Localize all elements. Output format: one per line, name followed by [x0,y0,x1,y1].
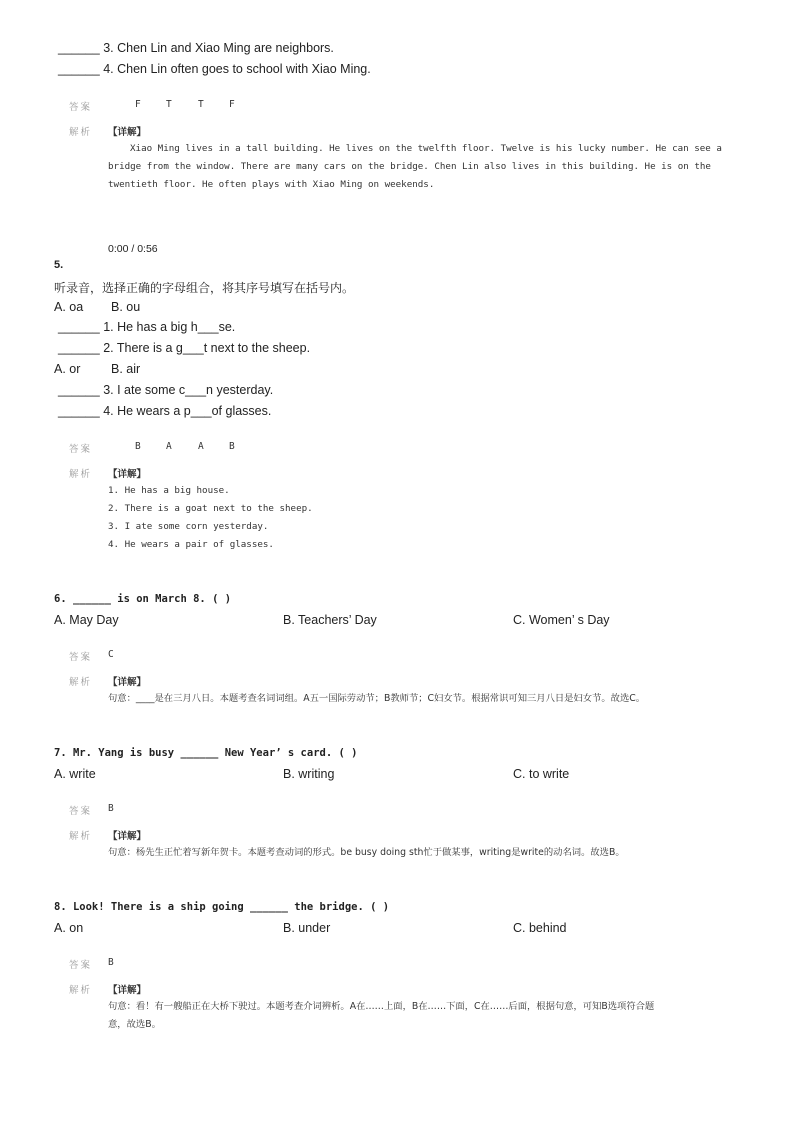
option-b: B. ou [111,300,141,314]
explain-tag: 解析 [69,831,93,842]
answer-3: T [198,99,204,110]
answer-blank: ______ [58,41,100,55]
answer-value: B [108,803,114,814]
question-stem [54,901,389,913]
question-instruction: 听录音，选择正确的字母组合，将其序号填写在括号内。 [54,281,355,295]
fill-item-1 [58,320,235,334]
detail-line: Xiao Ming lives in a tall building. He lives on the twelfth floor. Twelve is his lucky number. He can see a [130,143,722,154]
detail-text: 句意：____是在三月八日。本题考查名词词组。A五一国际劳动节；B教师节；C妇女节。根据常识可知三月八日是妇女节。故选C。 [108,693,646,704]
detail-line: 句意：看！有一艘船正在大桥下驶过。本题考查介词辨析。A在……上面，B在……下面，C在……后面，根据句意，可知B选项符合题 [108,1001,655,1012]
answer-blank: ______ [58,404,100,418]
answer-tag: 答案 [69,444,93,455]
option-b: B. writing [283,767,335,781]
answer-tag: 答案 [69,652,93,663]
stem-text: New Year’ s card. ( ) [224,747,358,759]
answer-blank: ______ [58,320,100,334]
option-a: A. or [54,362,81,376]
answer-value: B [108,957,114,968]
stem-text: the bridge. ( ) [294,901,390,913]
detail-line: bridge from the window. There are many cars on the bridge. Chen Lin also lives in this building. He is on the [108,161,711,172]
detail-heading: 【详解】 [108,469,147,480]
item-text: 4. He wears a p___of glasses. [103,404,272,418]
explain-tag: 解析 [69,127,93,138]
item-text: 2. There is a g___t next to the sheep. [103,341,311,355]
detail-line: 意，故选B。 [108,1019,161,1030]
answer-4: B [229,441,235,452]
fill-item-3 [58,383,273,397]
option-a: A. write [54,767,96,781]
detail-heading: 【详解】 [108,831,147,842]
item-text: 1. He has a big h___se. [103,320,236,334]
question-number: 8. Look! There is a ship going [54,901,244,913]
answer-3: A [198,441,204,452]
item-text: 4. Chen Lin often goes to school with Xiao Ming. [103,62,371,76]
option-c: C. Women’ s Day [513,613,610,627]
option-a: A. on [54,921,84,935]
question-number: 7. Mr. Yang is busy [54,747,175,759]
item-text: 3. Chen Lin and Xiao Ming are neighbors. [103,41,334,55]
answer-blank: ______ [58,62,100,76]
answer-value: C [108,649,114,660]
explain-tag: 解析 [69,677,93,688]
detail-line: 2. There is a goat next to the sheep. [108,503,313,514]
option-c: C. behind [513,921,567,935]
answer-blank: ______ [58,383,100,397]
answer-2: A [166,441,172,452]
question-stem [54,593,231,605]
detail-heading: 【详解】 [108,677,147,688]
answer-blank: ______ [249,901,288,913]
fill-item-4 [58,404,271,418]
true-false-item-3 [58,41,334,55]
answer-blank: ______ [58,341,100,355]
answer-blank: ______ [180,747,219,759]
audio-time[interactable]: 0:00 / 0:56 [108,243,158,255]
answer-1: F [135,99,141,110]
answer-4: F [229,99,235,110]
question-number: 6. [54,593,67,605]
detail-line: 4. He wears a pair of glasses. [108,539,274,550]
option-c: C. to write [513,767,570,781]
item-text: 3. I ate some c___n yesterday. [103,383,274,397]
detail-line: 1. He has a big house. [108,485,230,496]
answer-blank: ______ [72,593,111,605]
answer-2: T [166,99,172,110]
detail-line: twentieth floor. He often plays with Xiao Ming on weekends. [108,179,435,190]
question-number: 5. [54,259,64,271]
detail-heading: 【详解】 [108,127,147,138]
true-false-item-4 [58,62,371,76]
stem-text: is on March 8. ( ) [117,593,232,605]
option-b: B. Teachers’ Day [283,613,377,627]
detail-line: 3. I ate some corn yesterday. [108,521,269,532]
option-b: B. under [283,921,331,935]
answer-1: B [135,441,141,452]
answer-tag: 答案 [69,806,93,817]
fill-item-2 [58,341,310,355]
option-a: A. oa [54,300,84,314]
option-a: A. May Day [54,613,119,627]
explain-tag: 解析 [69,985,93,996]
option-b: B. air [111,362,141,376]
detail-heading: 【详解】 [108,985,147,996]
detail-text: 句意：杨先生正忙着写新年贺卡。本题考查动词的形式。be busy doing sth忙于做某事，writing是write的动名词。故选B。 [108,847,625,858]
answer-tag: 答案 [69,102,93,113]
answer-tag: 答案 [69,960,93,971]
question-stem [54,747,357,759]
explain-tag: 解析 [69,469,93,480]
